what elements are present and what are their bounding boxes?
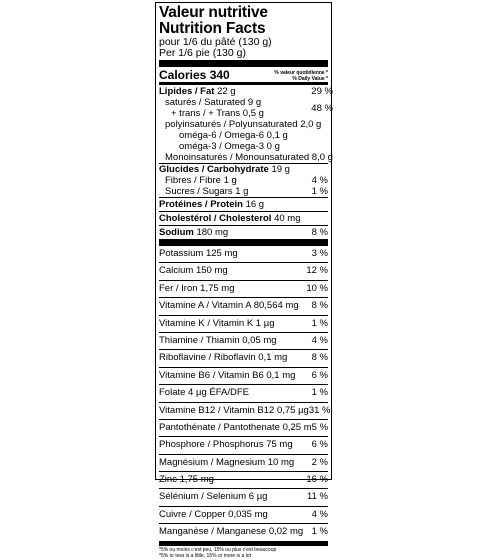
vitamin-label: Sélénium / Selenium 6 µg — [159, 491, 268, 503]
vitamin-label: Folate 4 µg ÉFA/DFE — [159, 387, 249, 399]
calories-row — [159, 67, 328, 82]
vitamin-label: Vitamine K / Vitamin K 1 µg — [159, 317, 275, 329]
vitamin-label: Manganèse / Manganese 0,02 mg — [159, 526, 304, 538]
vitamins-list — [159, 246, 331, 541]
sodium-row — [159, 226, 328, 239]
carb-row — [159, 164, 328, 175]
dv-header-en: % Daily Value * — [292, 75, 328, 82]
vitamin-label: Riboflavine / Riboflavin 0,1 mg — [159, 352, 288, 364]
dv-header-fr: % valeur quotidienne * — [274, 70, 328, 76]
vitamin-dv: 1 % — [311, 387, 328, 399]
title-en: Nutrition Facts — [159, 20, 266, 37]
vitamin-dv: 11 % — [307, 491, 328, 503]
vitamin-row — [159, 367, 328, 384]
cholesterol-amount: 40 mg — [274, 213, 301, 224]
vitamin-row — [159, 471, 328, 488]
omega6-label: oméga-6 / Omega-6 0,1 g — [179, 130, 288, 141]
protein-row — [159, 198, 328, 211]
mono-label: Monoinsaturés / Monounsaturated 8,0 g — [165, 152, 333, 163]
footnote-en: *5% or less is a little, 15% or more is a lot — [159, 553, 251, 560]
vitamin-dv: 16 % — [306, 474, 328, 486]
poly-label: polyinsaturés / Polyunsaturated 2,0 g — [165, 119, 322, 130]
carb-amount: 19 g — [271, 164, 290, 175]
vitamin-row — [159, 436, 328, 453]
vitamin-row — [159, 506, 328, 523]
vitamin-row — [159, 419, 328, 436]
fat-group — [159, 85, 333, 163]
vitamin-label: Zinc 1,75 mg — [159, 474, 214, 486]
protein-label: Protéines / Protein — [159, 199, 243, 210]
vitamin-dv: 6 % — [311, 369, 328, 381]
fat-amount: 22 g — [217, 86, 236, 97]
vitamin-row — [159, 349, 328, 366]
vitamin-label: Calcium 150 mg — [159, 265, 228, 277]
vitamin-label: Potassium 125 mg — [159, 248, 238, 259]
vitamin-label: Vitamine B6 / Vitamin B6 0,1 mg — [159, 369, 296, 381]
vitamin-dv: 31 % — [308, 404, 331, 416]
vitamin-row — [159, 384, 328, 401]
thick-divider-2 — [159, 239, 328, 246]
vitamin-dv: 2 % — [311, 456, 328, 468]
vitamin-dv: 1 % — [311, 526, 328, 538]
sodium-amount: 180 mg — [196, 227, 229, 238]
serving-fr: pour 1/6 du pâté (130 g) — [159, 36, 272, 48]
vitamin-label: Vitamine A / Vitamin A 80,564 mg — [159, 300, 299, 312]
vitamin-row — [159, 523, 328, 540]
sat-trans-dv: 48 % — [311, 103, 333, 114]
footnote-fr: *5% ou moins c'est peu, 15% ou plus c'est beaucoup — [159, 546, 277, 553]
daily-value-header — [274, 71, 328, 82]
fibre-label: Fibres / Fibre 1 g — [165, 175, 237, 186]
vitamin-row — [159, 262, 328, 279]
serving-en: Per 1/6 pie (130 g) — [159, 47, 246, 59]
calories: Calories 340 — [159, 68, 230, 82]
sodium-label: Sodium — [159, 227, 194, 238]
vitamin-row — [159, 315, 328, 332]
vitamin-dv: 4 % — [311, 334, 328, 346]
protein-amount: 16 g — [245, 199, 265, 210]
vitamin-dv: 12 % — [306, 265, 328, 277]
sugars-row — [159, 186, 328, 197]
vitamin-dv: 4 % — [311, 508, 328, 520]
title-fr: Valeur nutritive — [159, 4, 268, 21]
fibre-dv: 4 % — [311, 175, 328, 186]
footnote — [159, 546, 328, 560]
vitamin-label: Magnésium / Magnesium 10 mg — [159, 456, 295, 468]
vitamin-row — [159, 246, 328, 262]
omega3-label: oméga-3 / Omega-3 0 g — [179, 141, 280, 152]
vitamin-dv: 6 % — [311, 439, 328, 451]
cholesterol-label: Cholestérol / Cholesterol — [159, 213, 272, 224]
saturated-label: saturés / Saturated 9 g — [165, 97, 262, 108]
vitamin-dv: 3 % — [311, 248, 328, 259]
thick-divider — [159, 60, 328, 67]
vitamin-label: Fer / Iron 1,75 mg — [159, 282, 235, 294]
carb-label: Glucides / Carbohydrate — [159, 164, 269, 175]
vitamin-dv: 10 % — [306, 282, 328, 294]
vitamin-label: Cuivre / Copper 0,035 mg — [159, 508, 268, 520]
vitamin-row — [159, 454, 328, 471]
vitamin-label: Vitamine B12 / Vitamin B12 0,75 µg — [159, 404, 309, 416]
vitamin-row — [159, 332, 328, 349]
fibre-row — [159, 175, 328, 186]
vitamin-row — [159, 488, 328, 505]
cholesterol-row — [159, 212, 328, 225]
vitamin-dv: 5 % — [311, 421, 329, 433]
vitamin-label: Pantothénate / Pantothenate 0,25 m — [159, 421, 312, 433]
sugars-dv: 1 % — [311, 186, 328, 197]
vitamin-row — [159, 297, 328, 314]
nutrition-facts-label — [155, 2, 333, 560]
vitamin-dv: 8 % — [311, 300, 328, 312]
sodium-dv: 8 % — [311, 227, 328, 238]
trans-label: + trans / + Trans 0,5 g — [171, 108, 264, 119]
fat-dv: 29 % — [311, 86, 333, 97]
vitamin-dv: 8 % — [311, 352, 328, 364]
vitamin-label: Phosphore / Phosphorus 75 mg — [159, 439, 293, 451]
fat-label: Lipides / Fat — [159, 86, 215, 97]
vitamin-row — [159, 402, 331, 419]
vitamin-dv: 1 % — [311, 317, 328, 329]
vitamin-row — [159, 280, 328, 297]
vitamin-label: Thiamine / Thiamin 0,05 mg — [159, 334, 277, 346]
sugars-label: Sucres / Sugars 1 g — [165, 186, 249, 197]
